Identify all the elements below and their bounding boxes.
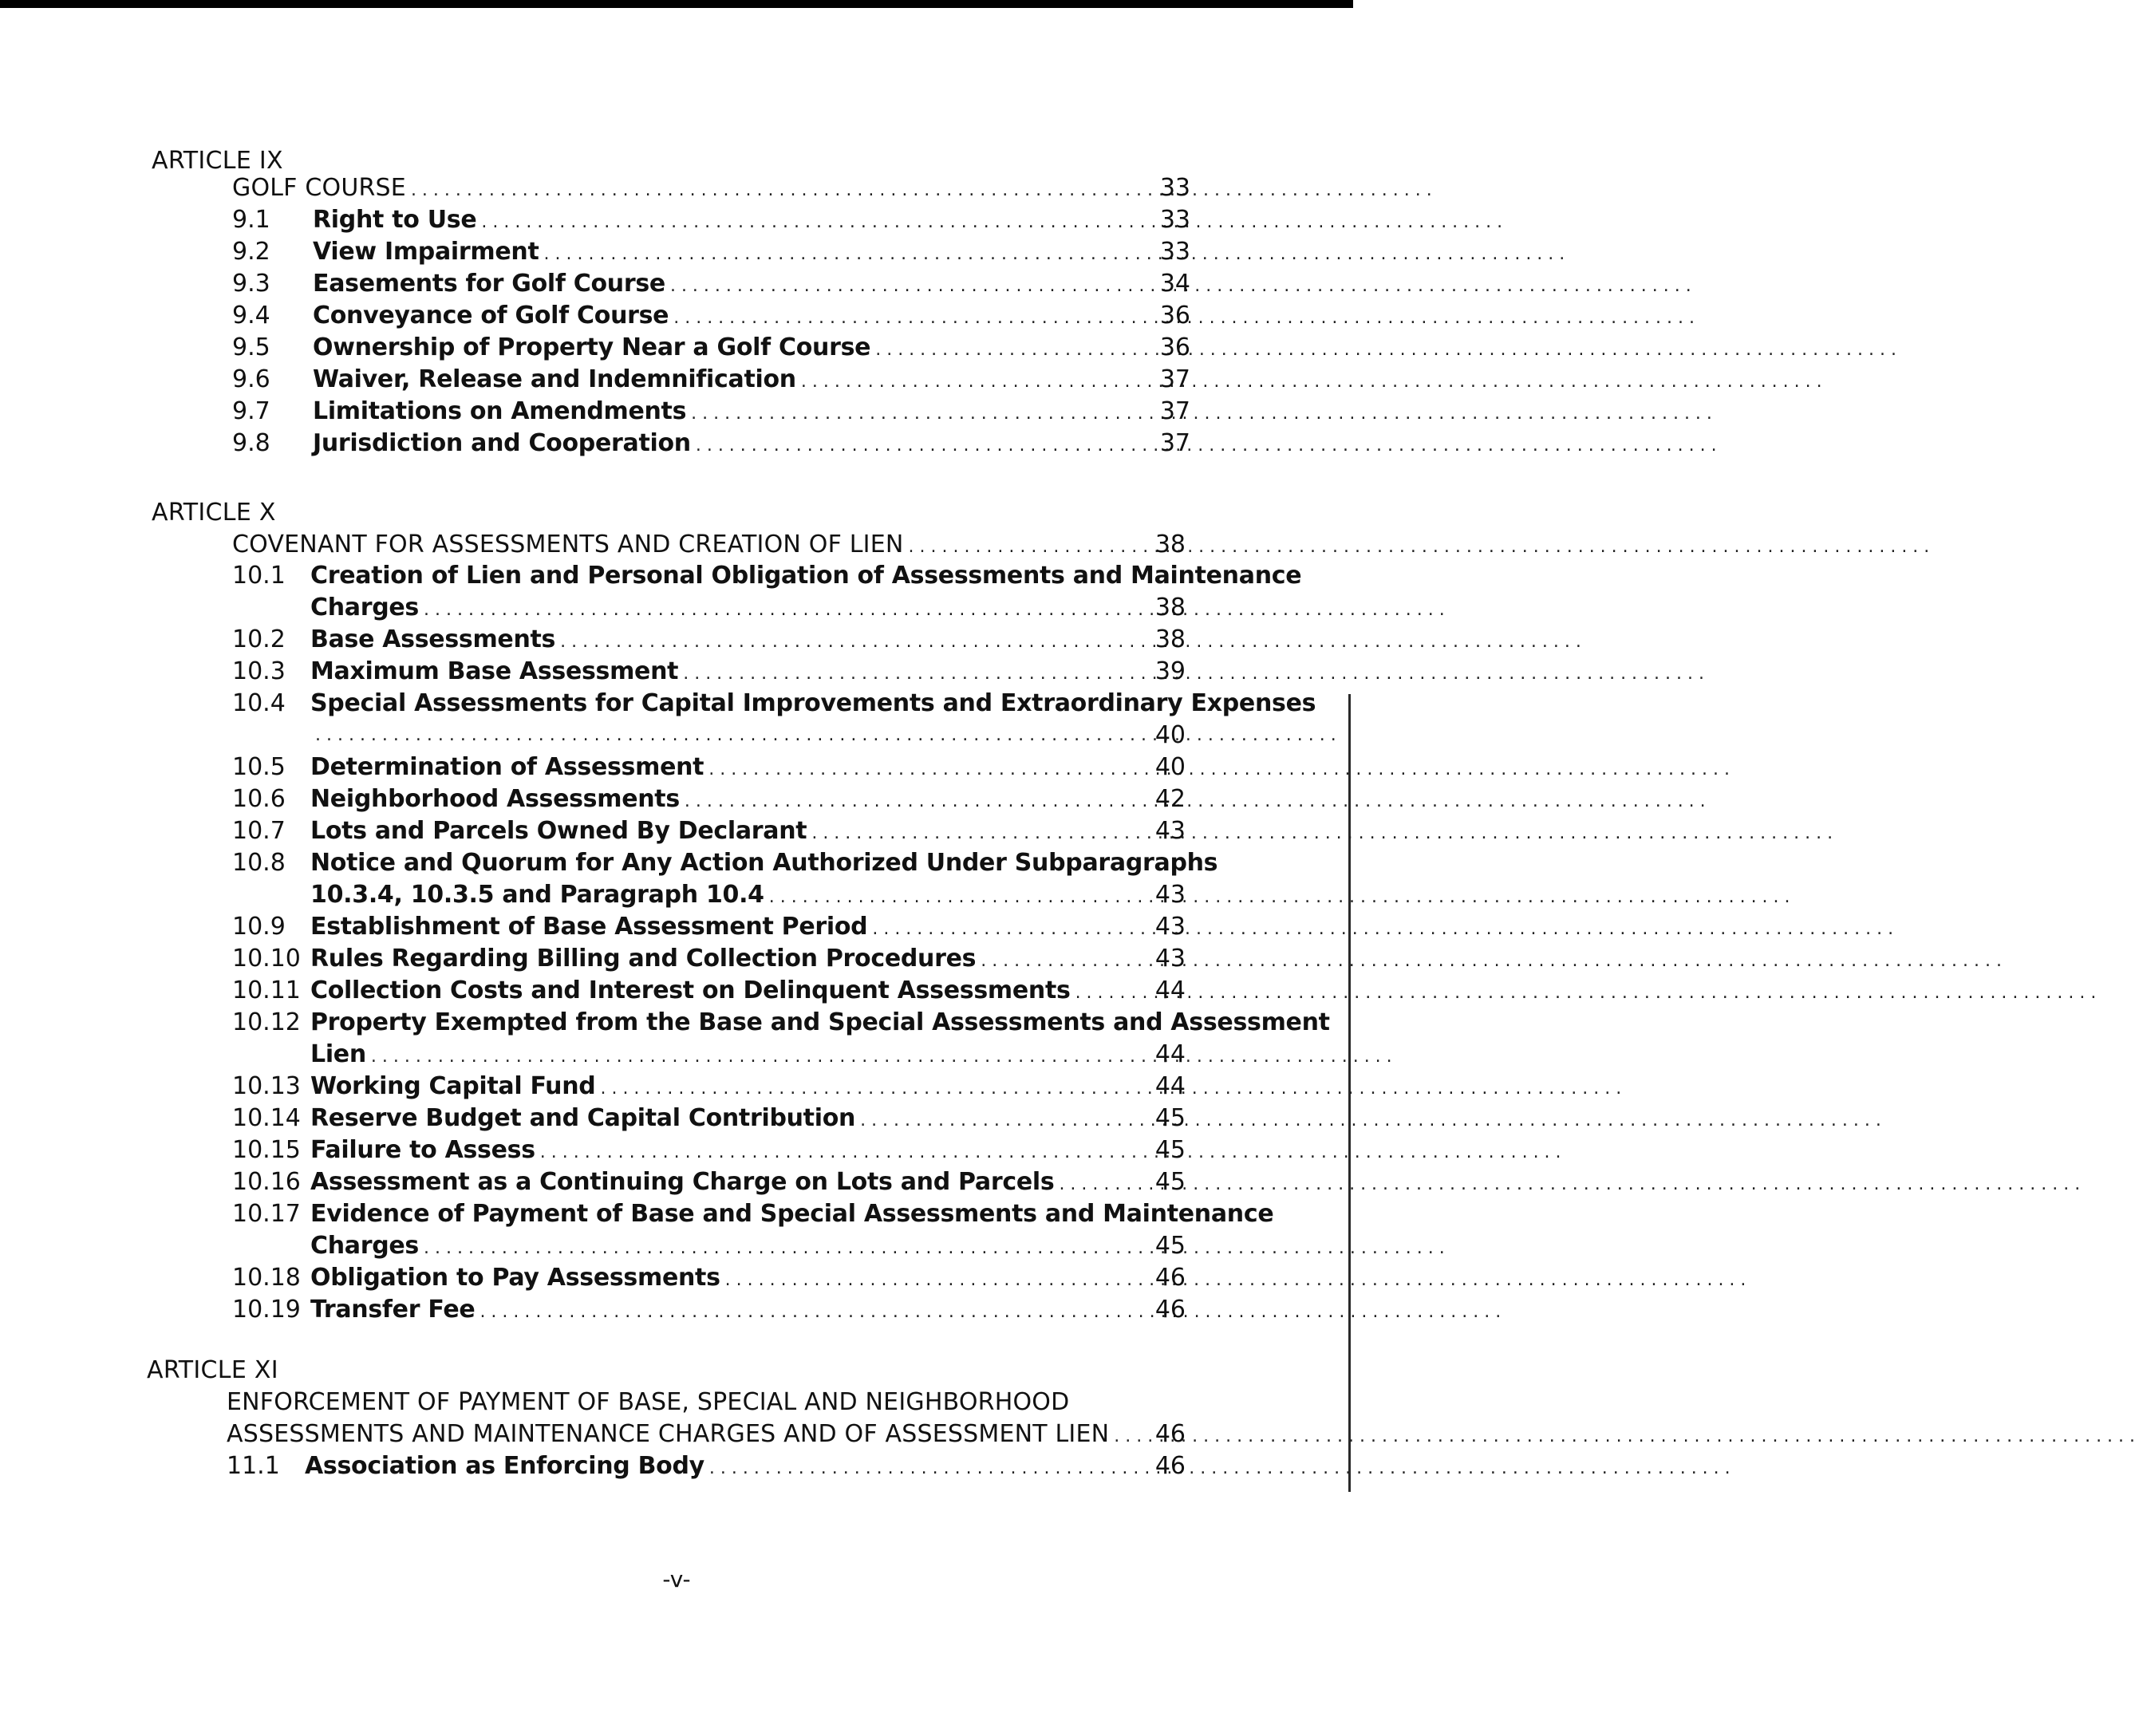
toc-entry[interactable]: [0, 300, 1353, 332]
section-number: 10.2: [232, 625, 286, 653]
page-number: 37: [1159, 429, 1190, 457]
article-title-entry[interactable]: [0, 172, 1353, 204]
page-number: 44: [1154, 1072, 1186, 1100]
page-number: 38: [1154, 594, 1186, 621]
dot-leader: [691, 398, 1712, 430]
entry-title: Evidence of Payment of Base and Special Assessments and Maintenance: [310, 1200, 1274, 1228]
toc-entry[interactable]: [0, 236, 1353, 268]
entry-title-line: [310, 1166, 1150, 1201]
toc-entry[interactable]: [0, 268, 1353, 300]
toc-entry[interactable]: [0, 1230, 1353, 1262]
section-number: 10.3: [232, 657, 286, 685]
entry-title: Transfer Fee: [310, 1296, 476, 1324]
dot-leader: [481, 207, 1502, 239]
toc-entry[interactable]: [0, 1103, 1353, 1134]
page-number: 45: [1154, 1232, 1186, 1260]
section-number: 9.3: [232, 270, 270, 298]
section-number: 9.8: [232, 429, 270, 457]
entry-title-line: [310, 688, 1316, 720]
dot-leader: [424, 1233, 1445, 1265]
entry-title: Limitations on Amendments: [313, 397, 687, 425]
toc-entry[interactable]: [0, 752, 1353, 783]
entry-title-line: [227, 1418, 1150, 1453]
section-number: 11.1: [227, 1452, 280, 1480]
section-number: 10.7: [232, 817, 286, 845]
dot-leader: [371, 1041, 1392, 1073]
dot-leader: [540, 1137, 1561, 1169]
entry-title-line: [310, 720, 1150, 752]
toc-entry[interactable]: [0, 720, 1353, 752]
section-number: 10.17: [232, 1200, 301, 1228]
dot-leader: [981, 945, 2002, 977]
entry-title-line: [310, 1230, 1150, 1265]
page-number: 39: [1154, 657, 1186, 685]
toc-entry[interactable]: [0, 624, 1353, 656]
entry-title: Charges: [310, 1232, 419, 1260]
page-number: 43: [1154, 913, 1186, 941]
page-number: 46: [1154, 1296, 1186, 1324]
dot-leader: [769, 882, 1790, 913]
dot-leader: [1114, 1421, 2135, 1453]
page-number: 33: [1159, 174, 1190, 202]
toc-entry[interactable]: [0, 364, 1353, 396]
article-title-line[interactable]: [0, 1387, 1353, 1418]
entry-title-line: [313, 268, 1155, 302]
dot-leader: [544, 239, 1565, 270]
entry-title-line: [227, 1387, 1202, 1418]
toc-entry[interactable]: [0, 1294, 1353, 1326]
entry-title: Special Assessments for Capital Improvements and Extraordinary Expenses: [310, 689, 1316, 717]
page-number: 38: [1154, 531, 1186, 558]
entry-title-line: [313, 364, 1155, 398]
entry-title-line: [310, 592, 1150, 626]
section-number: 10.6: [232, 785, 286, 813]
page-number: 36: [1159, 302, 1190, 329]
section-number: 10.4: [232, 689, 286, 717]
page-number: 40: [1154, 753, 1186, 781]
toc-entry-line[interactable]: [0, 847, 1353, 879]
entry-title: Ownership of Property Near a Golf Course: [313, 333, 871, 361]
entry-title-line: [310, 1039, 1150, 1073]
toc-entry[interactable]: [0, 879, 1353, 911]
entry-title-line: [310, 1134, 1150, 1169]
entry-title-line: [310, 783, 1150, 818]
page-number: 43: [1154, 945, 1186, 973]
entry-title-line: [310, 1007, 1330, 1039]
dot-leader: [1075, 977, 2097, 1009]
dot-leader: [411, 175, 1432, 207]
article-heading: ARTICLE XI: [147, 1356, 278, 1384]
dot-leader: [1059, 1169, 2080, 1201]
dot-leader: [875, 334, 1896, 366]
toc-entry[interactable]: [0, 396, 1353, 428]
dot-leader: [709, 1453, 1730, 1485]
dot-leader: [801, 366, 1822, 398]
entry-title: Right to Use: [313, 206, 477, 234]
toc-entry-line[interactable]: [0, 1007, 1353, 1039]
section-number: 10.10: [232, 945, 301, 973]
entry-title-line: [232, 172, 1155, 207]
page-number-footer: -v-: [662, 1566, 691, 1592]
section-number: 10.19: [232, 1296, 301, 1324]
section-number: 10.15: [232, 1136, 301, 1164]
entry-title: Obligation to Pay Assessments: [310, 1264, 720, 1292]
page-number: 44: [1154, 1040, 1186, 1068]
entry-title-line: [313, 428, 1155, 462]
page-number: 38: [1154, 625, 1186, 653]
page-number: 46: [1154, 1452, 1186, 1480]
entry-title: Charges: [310, 594, 419, 621]
section-number: 9.6: [232, 365, 270, 393]
entry-title: Property Exempted from the Base and Special Assessments and Assessment: [310, 1008, 1330, 1036]
page-number: 43: [1154, 881, 1186, 909]
toc-entry[interactable]: [0, 943, 1353, 975]
toc-entry[interactable]: [0, 656, 1353, 688]
section-number: 9.2: [232, 238, 270, 266]
entry-title-line: [310, 1198, 1274, 1230]
entry-title: ENFORCEMENT OF PAYMENT OF BASE, SPECIAL AND NEIGHBORHOOD: [227, 1388, 1070, 1416]
entry-title-line: [310, 815, 1150, 850]
entry-title-line: [310, 911, 1150, 945]
page-number: 42: [1154, 785, 1186, 813]
entry-title-line: [310, 1103, 1150, 1137]
page-number: 46: [1154, 1264, 1186, 1292]
toc-entry[interactable]: [0, 428, 1353, 460]
dot-leader: [909, 531, 1930, 563]
toc-entry[interactable]: [0, 1262, 1353, 1294]
entry-title-line: [310, 624, 1150, 658]
entry-title: Jurisdiction and Cooperation: [313, 429, 691, 457]
toc-entry[interactable]: [0, 1166, 1353, 1198]
section-number: 9.4: [232, 302, 270, 329]
dot-leader: [811, 818, 1833, 850]
page-number: 37: [1159, 397, 1190, 425]
entry-title: Association as Enforcing Body: [305, 1452, 704, 1480]
section-number: 10.14: [232, 1104, 301, 1132]
entry-title-line: [313, 396, 1155, 430]
entry-title-line: [310, 752, 1150, 786]
entry-title-line: [310, 1071, 1150, 1105]
entry-title-line: [310, 879, 1150, 913]
dot-leader: [860, 1105, 1881, 1137]
entry-title-line: [310, 847, 1218, 879]
entry-title-line: [310, 1294, 1150, 1328]
entry-title-line: [313, 332, 1155, 366]
entry-title: Establishment of Base Assessment Period: [310, 913, 868, 941]
entry-title: GOLF COURSE: [232, 174, 406, 202]
page-number: 43: [1154, 817, 1186, 845]
entry-title: Notice and Quorum for Any Action Authorized Under Subparagraphs: [310, 849, 1218, 877]
page-number: 44: [1154, 977, 1186, 1004]
section-number: 10.18: [232, 1264, 301, 1292]
entry-title-line: [310, 943, 1150, 977]
page-number: 33: [1159, 238, 1190, 266]
entry-title-line: [313, 300, 1155, 334]
section-number: 10.5: [232, 753, 286, 781]
article-title-entry[interactable]: [0, 529, 1353, 561]
toc-entry[interactable]: [0, 1450, 1353, 1482]
page-number: 45: [1154, 1136, 1186, 1164]
toc-entry-line[interactable]: [0, 1198, 1353, 1230]
entry-title: Maximum Base Assessment: [310, 657, 679, 685]
toc-entry-line[interactable]: [0, 560, 1353, 592]
toc-entry[interactable]: [0, 592, 1353, 624]
article-title-entry[interactable]: [0, 1418, 1353, 1450]
section-number: 9.1: [232, 206, 270, 234]
entry-title: Base Assessments: [310, 625, 556, 653]
dot-leader: [725, 1265, 1746, 1296]
toc-entry[interactable]: [0, 911, 1353, 943]
entry-title: Lien: [310, 1040, 366, 1068]
section-number: 10.8: [232, 849, 286, 877]
section-number: 10.16: [232, 1168, 301, 1196]
entry-title-line: [305, 1450, 1150, 1485]
entry-title-line: [310, 1262, 1150, 1296]
entry-title-line: [313, 236, 1155, 270]
entry-title: Assessment as a Continuing Charge on Lots and Parcels: [310, 1168, 1055, 1196]
section-number: 10.12: [232, 1008, 301, 1036]
entry-title: Conveyance of Golf Course: [313, 302, 669, 329]
dot-leader: [872, 913, 1893, 945]
toc-entry[interactable]: [0, 815, 1353, 847]
section-number: 9.7: [232, 397, 270, 425]
dot-leader: [685, 786, 1706, 818]
page-number: 36: [1159, 333, 1190, 361]
entry-title-line: [313, 204, 1155, 239]
toc-entry[interactable]: [0, 1071, 1353, 1103]
toc-entry[interactable]: [0, 1039, 1353, 1071]
entry-title: COVENANT FOR ASSESSMENTS AND CREATION OF LIEN: [232, 531, 904, 558]
entry-title: Reserve Budget and Capital Contribution: [310, 1104, 856, 1132]
dot-leader: [600, 1073, 1621, 1105]
entry-title: Easements for Golf Course: [313, 270, 665, 298]
section-number: 10.11: [232, 977, 301, 1004]
entry-title-line: [310, 560, 1302, 592]
entry-title: Working Capital Fund: [310, 1072, 596, 1100]
page-number: 45: [1154, 1168, 1186, 1196]
entry-title: Collection Costs and Interest on Delinquent Assessments: [310, 977, 1071, 1004]
entry-title: Determination of Assessment: [310, 753, 704, 781]
dot-leader: [424, 594, 1445, 626]
entry-title: Lots and Parcels Owned By Declarant: [310, 817, 807, 845]
section-number: 10.1: [232, 562, 286, 590]
page-number: 46: [1154, 1420, 1186, 1448]
toc-entry[interactable]: [0, 975, 1353, 1007]
dot-leader: [683, 658, 1704, 690]
article-heading: ARTICLE IX: [152, 147, 283, 175]
dot-leader: [479, 1296, 1501, 1328]
entry-title: View Impairment: [313, 238, 539, 266]
dot-leader: [708, 754, 1730, 786]
toc-entry[interactable]: [0, 783, 1353, 815]
section-number: 10.13: [232, 1072, 301, 1100]
page-number: 34: [1159, 270, 1190, 298]
entry-title: 10.3.4, 10.3.5 and Paragraph 10.4: [310, 881, 764, 909]
entry-title: Neighborhood Assessments: [310, 785, 680, 813]
section-number: 10.9: [232, 913, 286, 941]
toc-entry[interactable]: [0, 204, 1353, 236]
entry-title: Waiver, Release and Indemnification: [313, 365, 796, 393]
entry-title-line: [310, 975, 1150, 1009]
page-number: 33: [1159, 206, 1190, 234]
toc-entry[interactable]: [0, 1134, 1353, 1166]
section-number: 9.5: [232, 333, 270, 361]
entry-title-line: [310, 656, 1150, 690]
scan-top-border: [0, 0, 1353, 8]
toc-entry[interactable]: [0, 332, 1353, 364]
page-number: 37: [1159, 365, 1190, 393]
article-heading: ARTICLE X: [152, 499, 276, 527]
entry-title: Creation of Lien and Personal Obligation of Assessments and Maintenance: [310, 562, 1302, 590]
page-number: 40: [1154, 721, 1186, 749]
entry-title: ASSESSMENTS AND MAINTENANCE CHARGES AND OF ASSESSMENT LIEN: [227, 1420, 1110, 1448]
entry-title: Failure to Assess: [310, 1136, 535, 1164]
dot-leader: [696, 430, 1717, 462]
entry-title: Rules Regarding Billing and Collection Procedures: [310, 945, 977, 973]
page-number: 45: [1154, 1104, 1186, 1132]
dot-leader: [560, 626, 1581, 658]
toc-entry-line[interactable]: [0, 688, 1353, 720]
entry-title-line: [232, 529, 1150, 563]
